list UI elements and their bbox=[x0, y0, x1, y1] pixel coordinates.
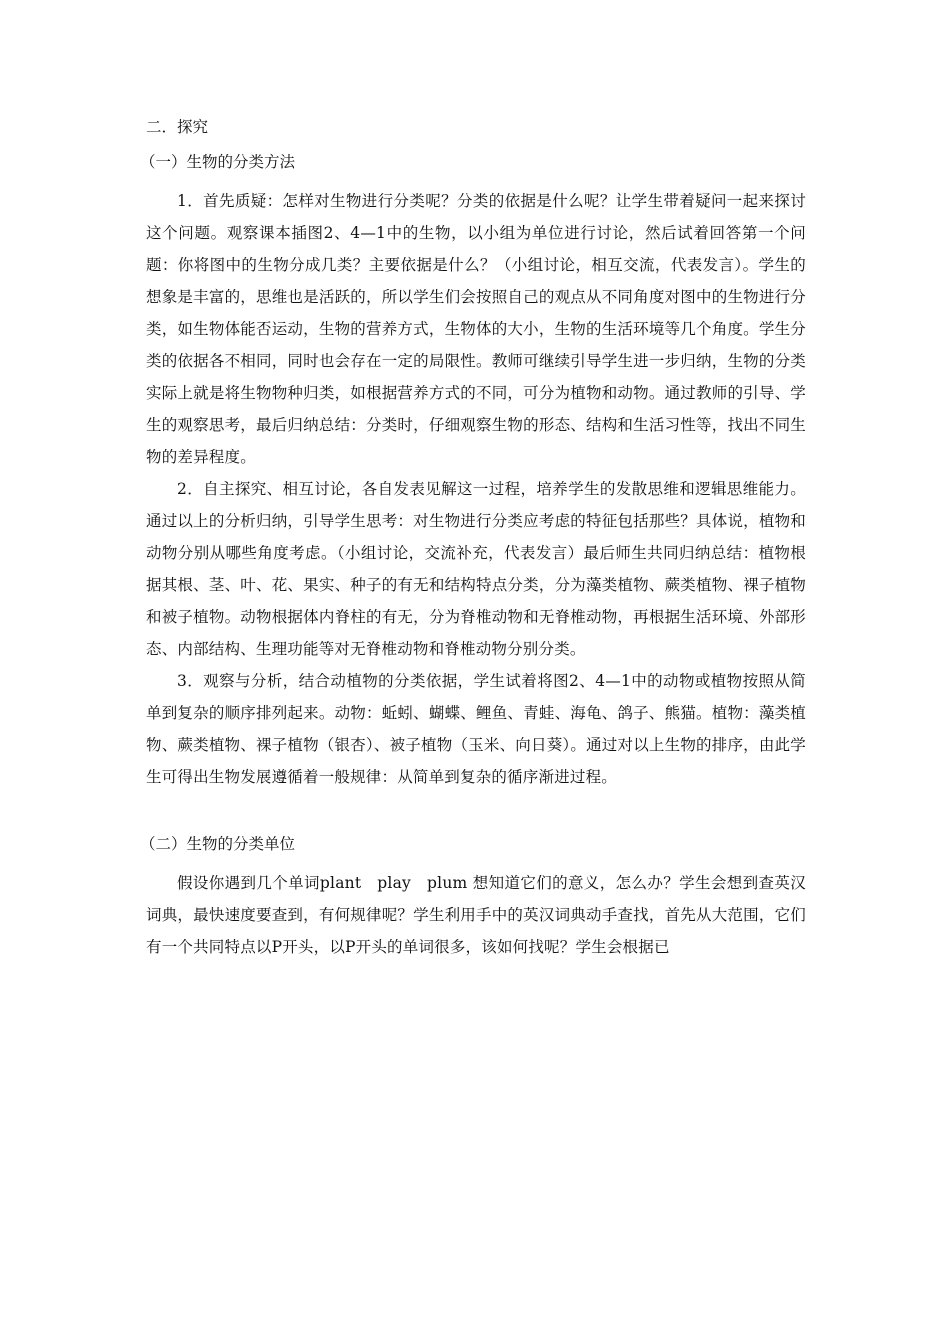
part1-paragraph-3: 3．观察与分析，结合动植物的分类依据，学生试着将图2、4—1中的动物或植物按照从简单到复杂的顺序排列起来。动物：蚯蚓、蝴蝶、鲤鱼、青蛙、海龟、鸽子、熊猫。植物：藻类植物、蕨类植物、裸子植物（银杏）、被子植物（玉米、向日葵）。通过对以上生物的排序，由此学生可得出生物发展遵循着一般规律：从简单到复杂的循序渐进过程。 bbox=[146, 672, 806, 786]
section-title: 二．探究 bbox=[146, 118, 209, 136]
part2-paragraph-1: 假设你遇到几个单词plant play plum 想知道它们的意义，怎么办？学生会想到查英汉词典，最快速度要查到，有何规律呢？学生利用手中的英汉词典动手查找，首先从大范围，它们有一个共同特点以P开头，以P开头的单词很多，该如何找呢？学生会根据已 bbox=[146, 874, 806, 956]
part1-paragraph-2: 2．自主探究、相互讨论，各自发表见解这一过程，培养学生的发散思维和逻辑思维能力。通过以上的分析归纳，引导学生思考：对生物进行分类应考虑的特征包括那些？具体说，植物和动物分别从哪些角度考虑。（小组讨论，交流补充，代表发言）最后师生共同归纳总结：植物根据其根、茎、叶、花、果实、种子的有无和结构特点分类，分为藻类植物、蕨类植物、裸子植物和被子植物。动物根据体内脊柱的有无，分为脊椎动物和无脊椎动物，再根据生活环境、外部形态、内部结构、生理功能等对无脊椎动物和脊椎动物分别分类。 bbox=[146, 480, 806, 658]
part2-heading: （二）生物的分类单位 bbox=[140, 835, 296, 853]
part1-paragraph-1: 1．首先质疑：怎样对生物进行分类呢？分类的依据是什么呢？让学生带着疑问一起来探讨这个问题。观察课本插图2、4—1中的生物，以小组为单位进行讨论，然后试着回答第一个问题：你将图中的生物分成几类？主要依据是什么？（小组讨论，相互交流，代表发言）。学生的想象是丰富的，思维也是活跃的，所以学生们会按照自己的观点从不同角度对图中的生物进行分类，如生物体能否运动，生物的营养方式，生物体的大小，生物的生活环境等几个角度。学生分类的依据各不相同，同时也会存在一定的局限性。教师可继续引导学生进一步归纳，生物的分类实际上就是将生物物种归类，如根据营养方式的不同，可分为植物和动物。通过教师的引导、学生的观察思考，最后归纳总结：分类时，仔细观察生物的形态、结构和生活习性等，找出不同生物的差异程度。 bbox=[146, 192, 806, 466]
part1-heading: （一）生物的分类方法 bbox=[140, 153, 296, 171]
document-page bbox=[140, 116, 806, 963]
